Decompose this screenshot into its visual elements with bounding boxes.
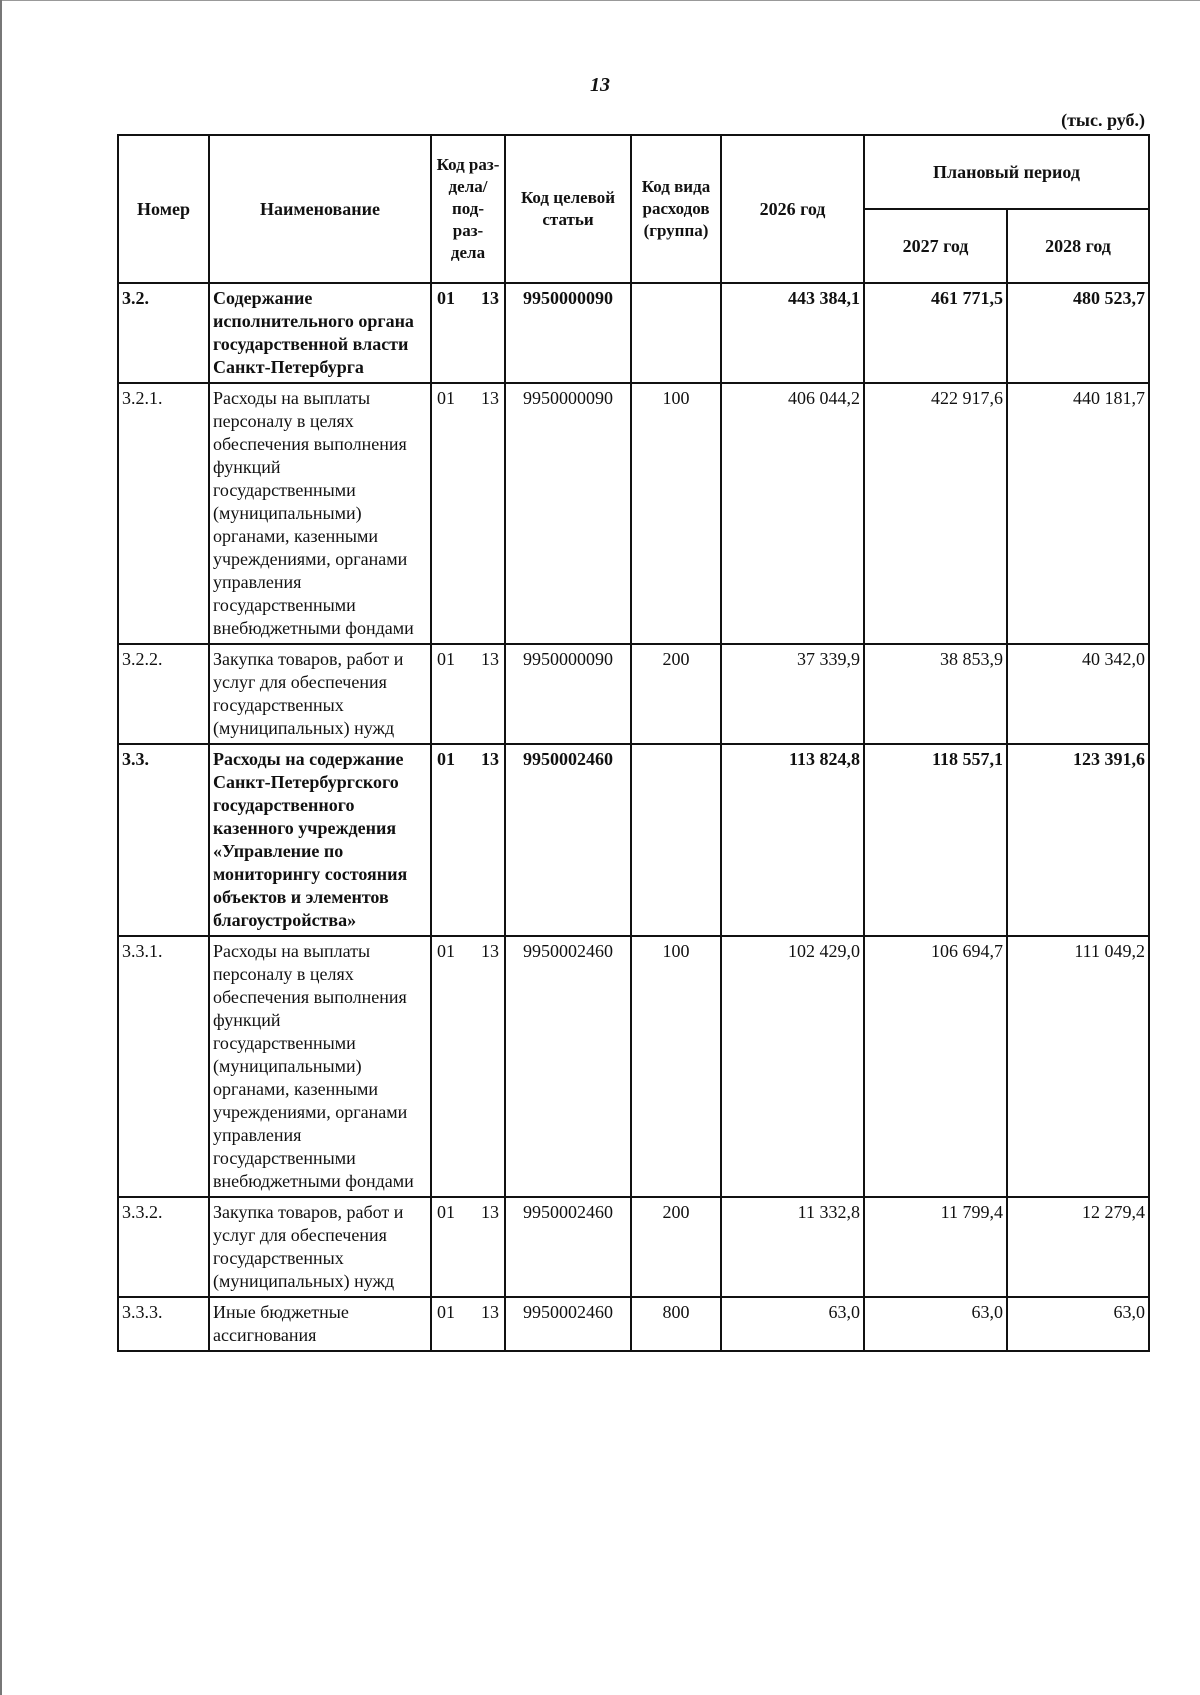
row-number: 3.3.2. (118, 1197, 209, 1297)
row-expense-type (631, 744, 721, 936)
row-target-code: 9950002460 (505, 744, 631, 936)
row-podrazdel: 13 (481, 1202, 499, 1222)
row-podrazdel: 13 (481, 388, 499, 408)
row-number: 3.3.1. (118, 936, 209, 1197)
row-razdel-code (431, 644, 505, 744)
table-row (118, 1197, 1149, 1297)
row-amount-2026: 11 332,8 (721, 1197, 864, 1297)
row-target-code: 9950002460 (505, 1297, 631, 1351)
row-target-code: 9950002460 (505, 1197, 631, 1297)
row-amount-2026: 443 384,1 (721, 283, 864, 383)
scan-edge-left (0, 0, 2, 1695)
row-amount-2028: 480 523,7 (1007, 283, 1149, 383)
row-name: Закупка товаров, работ и услуг для обеспечения государственных (муниципальных) нужд (209, 644, 431, 744)
table-row (118, 383, 1149, 644)
table-row (118, 744, 1149, 936)
scan-edge-top (0, 0, 1200, 1)
row-razdel-code (431, 383, 505, 644)
row-amount-2026: 406 044,2 (721, 383, 864, 644)
budget-table (117, 134, 1150, 1352)
row-razdel-code (431, 283, 505, 383)
row-amount-2026: 63,0 (721, 1297, 864, 1351)
row-razdel: 01 (437, 1202, 455, 1222)
row-razdel: 01 (437, 388, 455, 408)
row-target-code: 9950000090 (505, 283, 631, 383)
row-amount-2026: 102 429,0 (721, 936, 864, 1197)
row-number: 3.2. (118, 283, 209, 383)
row-podrazdel: 13 (481, 1302, 499, 1322)
row-amount-2028: 111 049,2 (1007, 936, 1149, 1197)
row-expense-type (631, 283, 721, 383)
row-amount-2027: 118 557,1 (864, 744, 1007, 936)
row-amount-2028: 40 342,0 (1007, 644, 1149, 744)
row-razdel: 01 (437, 749, 455, 769)
row-expense-type: 100 (631, 383, 721, 644)
row-expense-type: 100 (631, 936, 721, 1197)
header-planned-period: Плановый период (864, 135, 1149, 209)
row-podrazdel: 13 (481, 941, 499, 961)
row-amount-2027: 106 694,7 (864, 936, 1007, 1197)
row-razdel: 01 (437, 649, 455, 669)
row-name: Содержание исполнительного органа государственной власти Санкт-Петербурга (209, 283, 431, 383)
row-target-code: 9950002460 (505, 936, 631, 1197)
header-expense-type: Код вида расходов (группа) (631, 135, 721, 283)
row-razdel-code (431, 1197, 505, 1297)
row-target-code: 9950000090 (505, 383, 631, 644)
header-year-2027: 2027 год (864, 209, 1007, 283)
row-amount-2027: 461 771,5 (864, 283, 1007, 383)
row-expense-type: 800 (631, 1297, 721, 1351)
row-razdel-code (431, 936, 505, 1197)
header-number: Номер (118, 135, 209, 283)
row-expense-type: 200 (631, 644, 721, 744)
row-amount-2027: 11 799,4 (864, 1197, 1007, 1297)
row-podrazdel: 13 (481, 649, 499, 669)
table-row (118, 283, 1149, 383)
row-amount-2027: 38 853,9 (864, 644, 1007, 744)
table-body (118, 283, 1149, 1351)
row-podrazdel: 13 (481, 288, 499, 308)
row-number: 3.2.1. (118, 383, 209, 644)
row-number: 3.3.3. (118, 1297, 209, 1351)
row-amount-2028: 440 181,7 (1007, 383, 1149, 644)
row-amount-2028: 12 279,4 (1007, 1197, 1149, 1297)
header-year-2026: 2026 год (721, 135, 864, 283)
header-year-2028: 2028 год (1007, 209, 1149, 283)
row-name: Иные бюджетные ассигнования (209, 1297, 431, 1351)
row-razdel-code (431, 1297, 505, 1351)
row-name: Расходы на выплаты персоналу в целях обеспечения выполнения функций государственными (муниципальными) органами, казенными учреждениями, органами управления государственными внебюджетными фондами (209, 936, 431, 1197)
row-name: Расходы на выплаты персоналу в целях обеспечения выполнения функций государственными (муниципальными) органами, казенными учреждениями, органами управления государственными внебюджетными фондами (209, 383, 431, 644)
page-number: 13 (590, 74, 610, 96)
table-row (118, 936, 1149, 1197)
row-razdel: 01 (437, 1302, 455, 1322)
row-amount-2027: 63,0 (864, 1297, 1007, 1351)
table-header-row (118, 135, 1149, 209)
row-podrazdel: 13 (481, 749, 499, 769)
row-name: Закупка товаров, работ и услуг для обеспечения государственных (муниципальных) нужд (209, 1197, 431, 1297)
row-razdel: 01 (437, 941, 455, 961)
units-label: (тыс. руб.) (1061, 110, 1145, 130)
row-number: 3.3. (118, 744, 209, 936)
row-target-code: 9950000090 (505, 644, 631, 744)
row-razdel: 01 (437, 288, 455, 308)
table-row (118, 1297, 1149, 1351)
header-razdel: Код раз- дела/ под- раз- дела (431, 135, 505, 283)
row-amount-2028: 123 391,6 (1007, 744, 1149, 936)
row-number: 3.2.2. (118, 644, 209, 744)
table-row (118, 644, 1149, 744)
row-amount-2027: 422 917,6 (864, 383, 1007, 644)
row-amount-2026: 37 339,9 (721, 644, 864, 744)
row-expense-type: 200 (631, 1197, 721, 1297)
header-target-code: Код целевой статьи (505, 135, 631, 283)
row-amount-2026: 113 824,8 (721, 744, 864, 936)
header-name: Наименование (209, 135, 431, 283)
row-razdel-code (431, 744, 505, 936)
row-amount-2028: 63,0 (1007, 1297, 1149, 1351)
row-name: Расходы на содержание Санкт-Петербургского государственного казенного учреждения «Управление по мониторингу состояния объектов и элементов благоустройства» (209, 744, 431, 936)
